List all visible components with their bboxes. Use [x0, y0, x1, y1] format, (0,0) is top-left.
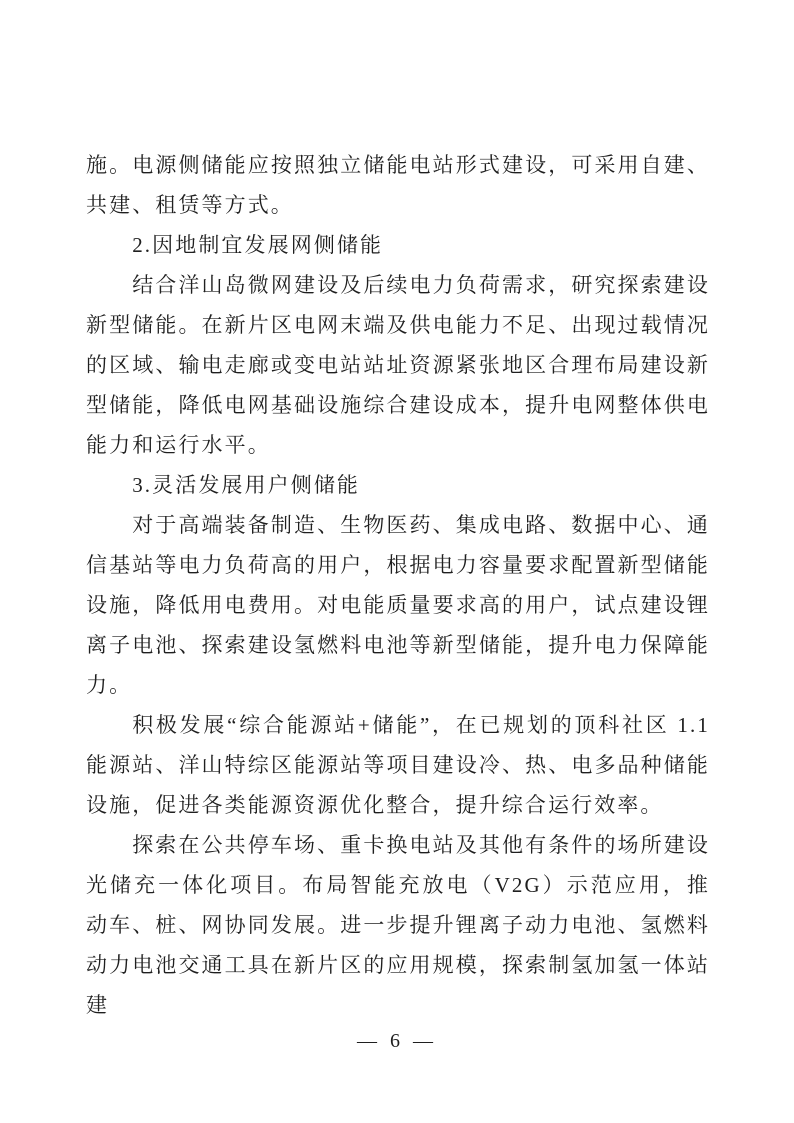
- body-paragraph: 探索在公共停车场、重卡换电站及其他有条件的场所建设光储充一体化项目。布局智能充放电（V2G）示范应用，推动车、桩、网协同发展。进一步提升锂离子动力电池、氢燃料动力电池交通工具在新片区的应用规模，探索制氢加氢一体站建: [86, 833, 710, 1017]
- section-heading-3: 3.灵活发展用户侧储能: [132, 473, 361, 497]
- body-paragraph: 积极发展“综合能源站+储能”，在已规划的顶科社区 1.1 能源站、洋山特综区能源站等项目建设冷、热、电多品种储能设施，促进各类能源资源优化整合，提升综合运行效率。: [86, 713, 710, 817]
- paragraph-continuation: 施。电源侧储能应按照独立储能电站形式建设，可采用自建、共建、租赁等方式。: [86, 153, 710, 217]
- body-paragraph: 结合洋山岛微网建设及后续电力负荷需求，研究探索建设新型储能。在新片区电网末端及供电能力不足、出现过载情况的区域、输电走廊或变电站站址资源紧张地区合理布局建设新型储能，降低电网基础设施综合建设成本，提升电网整体供电能力和运行水平。: [86, 273, 710, 457]
- body-paragraph: 对于高端装备制造、生物医药、集成电路、数据中心、通信基站等电力负荷高的用户，根据电力容量要求配置新型储能设施，降低用电费用。对电能质量要求高的用户，试点建设锂离子电池、探索建设氢燃料电池等新型储能，提升电力保障能力。: [86, 513, 710, 697]
- section-heading-2: 2.因地制宜发展网侧储能: [132, 233, 384, 257]
- document-body: [86, 145, 710, 1025]
- page-number: — 6 —: [357, 1030, 437, 1052]
